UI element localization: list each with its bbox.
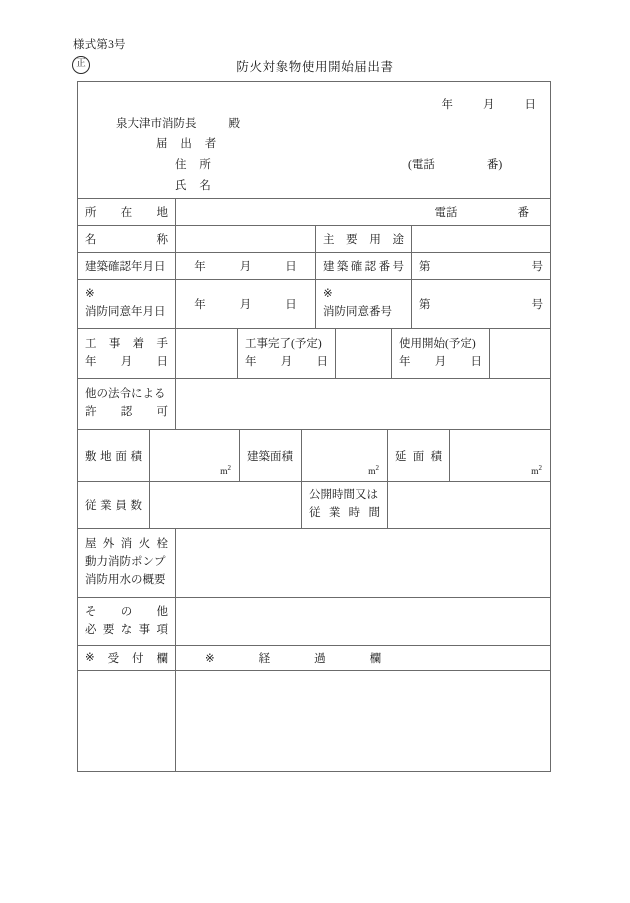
applicant-name-label: 氏 名 bbox=[175, 180, 216, 192]
progress-column-label bbox=[176, 646, 550, 670]
other-law-permits-label-line1: 他の法令による bbox=[85, 388, 166, 401]
use-start-label-line1: 使用開始(予定) bbox=[399, 337, 476, 350]
row-construction-schedule bbox=[78, 329, 550, 379]
other-matters-label bbox=[78, 598, 176, 645]
facility-name-label-text: 名 称 bbox=[85, 234, 168, 246]
fire-equipment-label bbox=[78, 529, 176, 597]
row-other-law-permits bbox=[78, 379, 550, 430]
opening-hours-label bbox=[302, 482, 388, 528]
date-month-label: 月 bbox=[483, 99, 495, 111]
facility-name-value[interactable] bbox=[176, 226, 316, 252]
building-confirm-number-value[interactable] bbox=[412, 253, 550, 279]
work-complete-label-line1: 工事完了(予定) bbox=[245, 337, 322, 350]
submission-date bbox=[442, 96, 537, 112]
progress-column-label-2: 過 bbox=[314, 653, 326, 665]
reception-column-value[interactable] bbox=[78, 671, 176, 771]
total-area-label-text: 延 面 積 bbox=[395, 450, 442, 463]
work-start-label bbox=[78, 329, 176, 378]
work-complete-label-line2: 年 月 日 bbox=[245, 355, 328, 368]
applicant-label: 届 出 者 bbox=[156, 138, 222, 150]
bc-year-label: 年 bbox=[194, 261, 206, 273]
building-area-label-text: 建築面積 bbox=[247, 450, 293, 463]
reception-column-label bbox=[78, 646, 176, 670]
employee-count-label-text: 従 業 員 数 bbox=[85, 500, 142, 512]
fire-consent-date-value[interactable] bbox=[176, 280, 316, 328]
date-day-label: 日 bbox=[524, 99, 536, 111]
bc-number-prefix: 第 bbox=[419, 261, 431, 273]
salutation-block bbox=[78, 82, 550, 199]
progress-column-label-1: 経 bbox=[258, 653, 271, 665]
applicant-address-label: 住 所 bbox=[175, 159, 216, 171]
bc-number-suffix: 号 bbox=[531, 261, 543, 273]
other-law-permits-value[interactable] bbox=[176, 379, 550, 429]
location-label-text: 所 在 地 bbox=[85, 207, 168, 219]
site-area-unit: $m^2$ bbox=[220, 463, 231, 477]
bc-month-label: 月 bbox=[239, 261, 252, 273]
row-fire-consent bbox=[78, 280, 550, 329]
building-area-value[interactable] bbox=[302, 430, 388, 481]
fire-equipment-label-line1: 屋 外 消 火 栓 bbox=[85, 538, 168, 551]
row-office-use-header bbox=[78, 646, 550, 671]
fc-number-suffix: 号 bbox=[531, 299, 543, 311]
building-area-label bbox=[240, 430, 302, 481]
use-start-value[interactable] bbox=[490, 329, 550, 378]
work-start-label-line2: 年 月 日 bbox=[85, 355, 168, 368]
fire-equipment-value[interactable] bbox=[176, 529, 550, 597]
work-start-value[interactable] bbox=[176, 329, 238, 378]
row-location bbox=[78, 199, 550, 226]
fc-day-label: 日 bbox=[285, 299, 297, 311]
row-fire-equipment bbox=[78, 529, 550, 598]
total-area-value[interactable] bbox=[450, 430, 550, 481]
total-area-label bbox=[388, 430, 450, 481]
seal-stamp-icon: 正 bbox=[72, 56, 90, 74]
site-area-label bbox=[78, 430, 150, 481]
fire-consent-number-label bbox=[316, 280, 412, 328]
site-area-value[interactable] bbox=[150, 430, 240, 481]
building-confirm-date-label-text: 建築確認年月日 bbox=[85, 261, 166, 273]
building-confirm-date-value[interactable] bbox=[176, 253, 316, 279]
facility-name-label bbox=[78, 226, 176, 252]
main-use-label-text: 主 要 用 途 bbox=[323, 234, 404, 246]
row-office-use-body bbox=[78, 671, 550, 771]
progress-column-value[interactable] bbox=[176, 671, 550, 771]
location-value[interactable] bbox=[176, 199, 550, 225]
phone-open-label: (電話 bbox=[408, 159, 435, 171]
applicant-phone-field[interactable] bbox=[408, 156, 502, 172]
fc-number-prefix: 第 bbox=[419, 299, 431, 311]
row-building-confirmation bbox=[78, 253, 550, 280]
row-name-and-use bbox=[78, 226, 550, 253]
employee-count-value[interactable] bbox=[150, 482, 302, 528]
opening-hours-label-line1: 公開時間又は bbox=[309, 489, 378, 502]
fire-consent-date-label-text: 消防同意年月日 bbox=[85, 306, 166, 318]
form-number: 様式第3号 bbox=[73, 39, 126, 51]
other-matters-value[interactable] bbox=[176, 598, 550, 645]
progress-column-label-3: 欄 bbox=[369, 653, 382, 665]
main-use-value[interactable] bbox=[412, 226, 550, 252]
other-matters-label-line2: 必 要 な 事 項 bbox=[85, 623, 168, 636]
fc-month-label: 月 bbox=[239, 299, 252, 311]
work-start-label-line1: 工 事 着 手 bbox=[85, 337, 168, 350]
fire-equipment-label-line3: 消防用水の概要 bbox=[85, 573, 166, 586]
reception-column-label-text: ※ 受 付 欄 bbox=[85, 652, 168, 665]
main-use-label bbox=[316, 226, 412, 252]
fire-equipment-label-line2: 動力消防ポンプ bbox=[85, 556, 166, 569]
date-year-label: 年 bbox=[441, 99, 453, 111]
site-area-label-text: 敷 地 面 積 bbox=[85, 450, 142, 463]
work-complete-value[interactable] bbox=[336, 329, 392, 378]
row-employees bbox=[78, 482, 550, 529]
location-label bbox=[78, 199, 176, 225]
other-law-permits-label-line2: 許 認 可 bbox=[85, 406, 168, 418]
document-title: 防火対象物使用開始届出書 bbox=[236, 60, 394, 74]
other-law-permits-label bbox=[78, 379, 176, 429]
progress-column-mark: ※ bbox=[205, 653, 215, 665]
row-other-matters bbox=[78, 598, 550, 646]
building-confirm-date-label bbox=[78, 253, 176, 279]
fire-consent-number-mark: ※ bbox=[323, 288, 333, 301]
fire-consent-date-mark: ※ bbox=[85, 288, 95, 301]
opening-hours-value[interactable] bbox=[388, 482, 550, 528]
location-phone-unit: 番 bbox=[517, 207, 529, 219]
fire-consent-date-label bbox=[78, 280, 176, 328]
fire-consent-number-value[interactable] bbox=[412, 280, 550, 328]
fc-year-label: 年 bbox=[194, 299, 206, 311]
employee-count-label bbox=[78, 482, 150, 528]
addressee-line bbox=[116, 115, 240, 131]
opening-hours-label-line2: 従 業 時 間 bbox=[309, 507, 380, 519]
use-start-label-line2: 年 月 日 bbox=[399, 355, 482, 368]
location-phone-label: 電話 bbox=[434, 207, 458, 219]
use-start-label bbox=[392, 329, 490, 378]
building-confirm-number-label bbox=[316, 253, 412, 279]
phone-close-label: 番) bbox=[486, 159, 503, 171]
work-complete-label bbox=[238, 329, 336, 378]
building-area-unit: $m^2$ bbox=[368, 463, 379, 477]
row-areas bbox=[78, 430, 550, 482]
fire-consent-number-label-text: 消防同意番号 bbox=[323, 306, 392, 318]
form-table bbox=[77, 81, 551, 772]
total-area-unit: $m^2$ bbox=[531, 463, 542, 477]
building-confirm-number-label-text: 建 築 確 認 番 号 bbox=[323, 261, 404, 273]
addressee-honorific: 殿 bbox=[228, 118, 240, 130]
other-matters-label-line1: そ の 他 bbox=[85, 605, 168, 618]
addressee-name: 泉大津市消防長 bbox=[116, 118, 197, 130]
bc-day-label: 日 bbox=[285, 261, 297, 273]
